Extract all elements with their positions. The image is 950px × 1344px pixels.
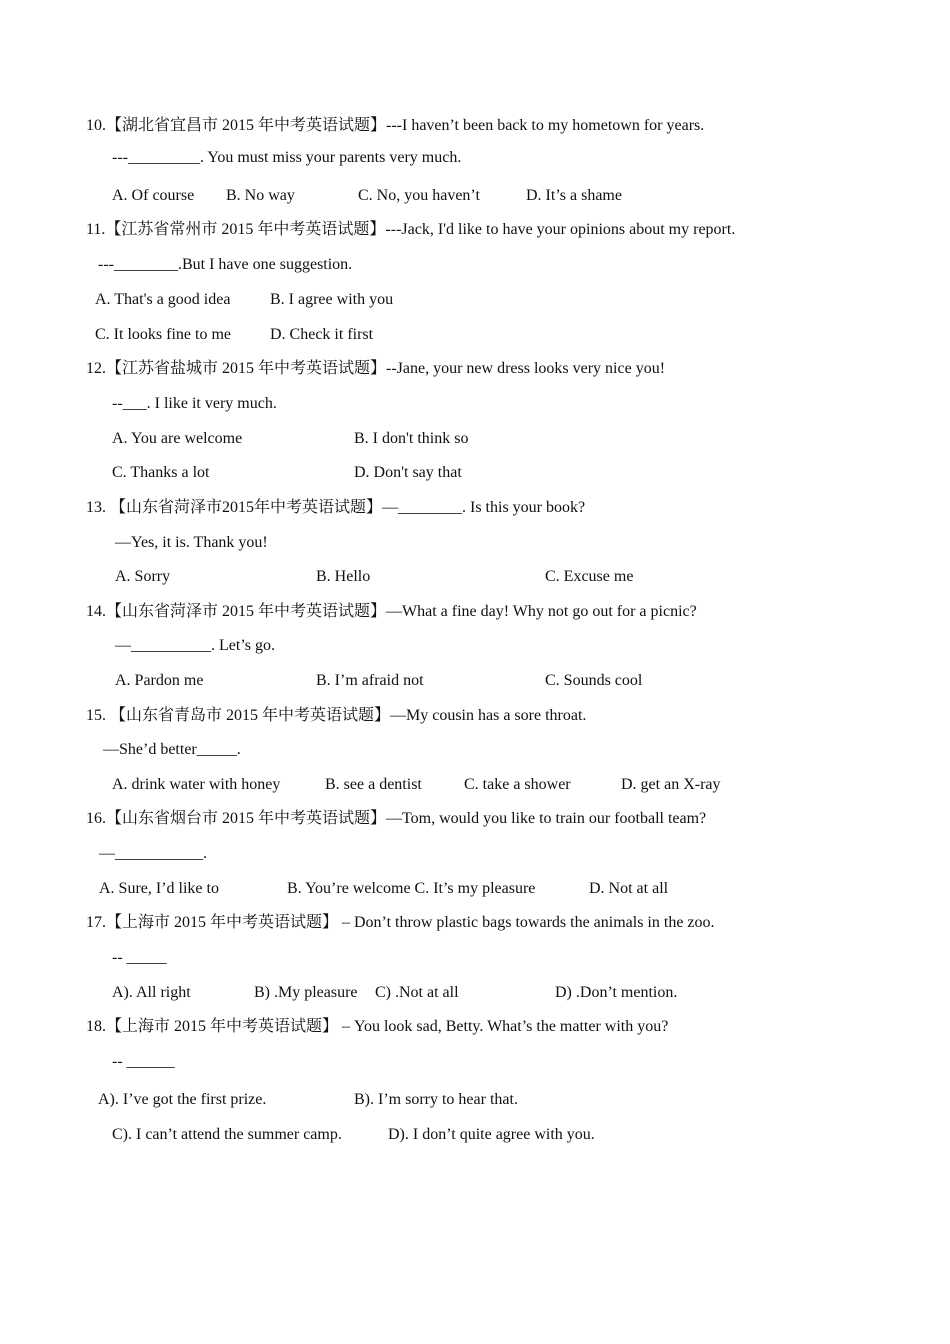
question-10-option-b: B. No way — [226, 187, 295, 204]
question-13-option-b: B. Hello — [316, 568, 371, 585]
question-11-option-a: A. That's a good idea — [95, 291, 231, 308]
question-14-option-a: A. Pardon me — [115, 672, 204, 689]
question-13-answer-line: —Yes, it is. Thank you! — [115, 534, 268, 551]
question-14-answer-line: —__________. Let’s go. — [115, 637, 275, 654]
question-12-option-d: D. Don't say that — [354, 464, 462, 481]
question-10-option-a: A. Of course — [112, 187, 195, 204]
question-17-answer-line: -- _____ — [112, 949, 167, 966]
question-18-answer-line: -- ______ — [112, 1053, 175, 1070]
question-11-option-d: D. Check it first — [270, 326, 374, 343]
question-12-stem: 12.【江苏省盐城市 2015 年中考英语试题】--Jane, your new dress looks very nice you! — [86, 360, 666, 377]
question-17-stem: 17.【上海市 2015 年中考英语试题】 – Don’t throw plastic bags towards the animals in the zoo. — [86, 914, 715, 931]
question-10-option-c: C. No, you haven’t — [358, 187, 480, 204]
question-15-option-a: A. drink water with honey — [112, 776, 281, 793]
question-13-option-a: A. Sorry — [115, 568, 171, 585]
question-18-option-c: C). I can’t attend the summer camp. — [112, 1126, 342, 1143]
question-15-answer-line: —She’d better_____. — [103, 741, 241, 758]
question-18-stem: 18.【上海市 2015 年中考英语试题】 – You look sad, Betty. What’s the matter with you? — [86, 1018, 669, 1035]
question-15-option-c: C. take a shower — [464, 776, 571, 793]
question-13-option-c: C. Excuse me — [545, 568, 634, 585]
question-14-option-c: C. Sounds cool — [545, 672, 643, 689]
question-18-option-b: B). I’m sorry to hear that. — [354, 1091, 518, 1108]
question-12-answer-line: --___. I like it very much. — [112, 395, 277, 412]
question-12-option-a: A. You are welcome — [112, 430, 243, 447]
question-12-option-c: C. Thanks a lot — [112, 464, 210, 481]
question-17-option-b: B) .My pleasure — [254, 984, 358, 1001]
question-14-stem: 14.【山东省菏泽市 2015 年中考英语试题】—What a fine day! Why not go out for a picnic? — [86, 603, 697, 620]
question-11-stem: 11.【江苏省常州市 2015 年中考英语试题】---Jack, I'd like to have your opinions about my report. — [86, 221, 736, 238]
question-16-option-d: D. Not at all — [589, 880, 669, 897]
question-18-option-a: A). I’ve got the first prize. — [98, 1091, 267, 1108]
question-17-option-d: D) .Don’t mention. — [555, 984, 678, 1001]
question-13-stem: 13. 【山东省菏泽市2015年中考英语试题】—________. Is this your book? — [86, 499, 586, 516]
question-17-option-c: C) .Not at all — [375, 984, 459, 1001]
question-15-option-b: B. see a dentist — [325, 776, 422, 793]
question-10-option-d: D. It’s a shame — [526, 187, 622, 204]
question-11-option-c: C. It looks fine to me — [95, 326, 231, 343]
question-15-stem: 15. 【山东省青岛市 2015 年中考英语试题】—My cousin has a sore throat. — [86, 707, 587, 724]
question-16-option-b-c: B. You’re welcome C. It’s my pleasure — [287, 880, 536, 897]
question-16-answer-line: —___________. — [99, 845, 207, 862]
question-10-answer-line: ---_________. You must miss your parents very much. — [112, 149, 462, 166]
question-17-option-a: A). All right — [112, 984, 191, 1001]
question-16-stem: 16.【山东省烟台市 2015 年中考英语试题】—Tom, would you like to train our football team? — [86, 810, 707, 827]
question-18-option-d: D). I don’t quite agree with you. — [388, 1126, 595, 1143]
question-10-stem: 10.【湖北省宜昌市 2015 年中考英语试题】---I haven’t been back to my hometown for years. — [86, 117, 705, 134]
question-15-option-d: D. get an X-ray — [621, 776, 721, 793]
question-11-answer-line: ---________.But I have one suggestion. — [98, 256, 353, 273]
question-14-option-b: B. I’m afraid not — [316, 672, 424, 689]
question-12-option-b: B. I don't think so — [354, 430, 469, 447]
question-16-option-a: A. Sure, I’d like to — [99, 880, 219, 897]
question-11-option-b: B. I agree with you — [270, 291, 394, 308]
